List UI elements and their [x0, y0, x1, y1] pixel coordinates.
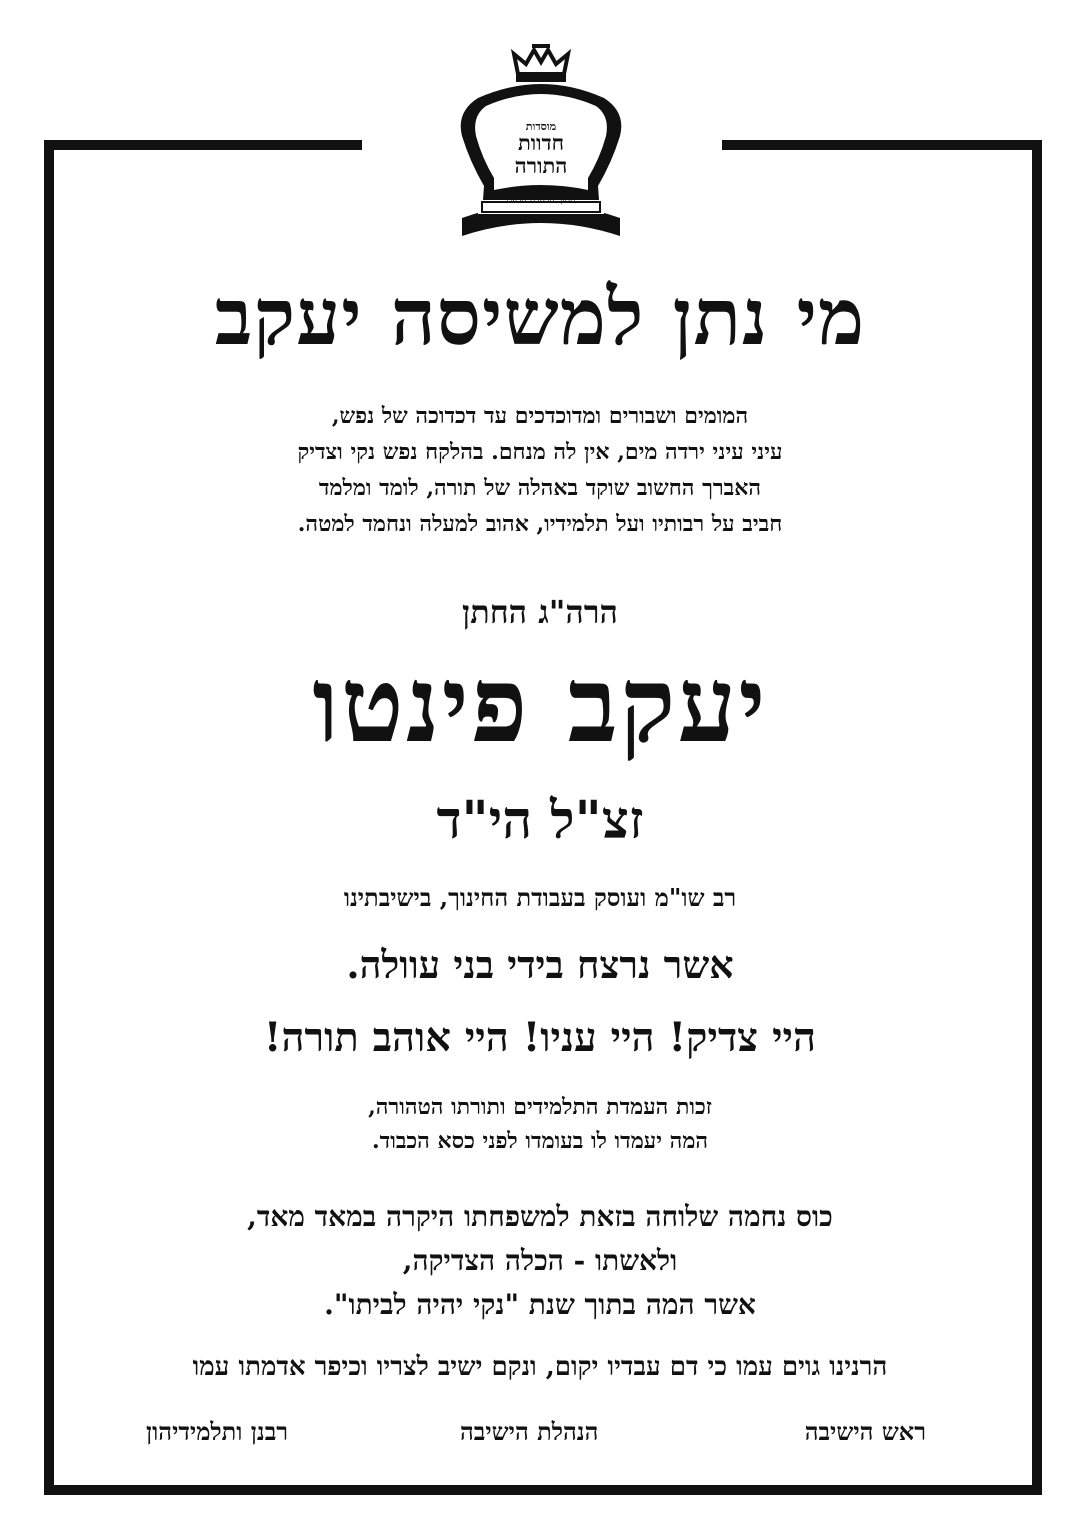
exclamation-line: היי צדיק! היי עניו! היי אוהב תורה!	[263, 1014, 817, 1061]
intro-line: האברך החשוב שוקד באהלה של תורה, לומד ומלמד	[318, 475, 762, 501]
signature-head-of-yeshiva: ראש הישיבה	[804, 1417, 926, 1446]
frame-left	[44, 140, 54, 1495]
signature-yeshiva-management: הנהלת הישיבה	[460, 1417, 599, 1446]
murdered-line: אשר נרצח בידי בני עוולה.	[346, 942, 734, 987]
headline: מי נתן למשיסה יעקב	[214, 272, 866, 363]
frame-right	[1032, 140, 1042, 1495]
title-prefix: הרה"ג החתן	[462, 593, 618, 631]
logo-tagline-line2: מתוך הרחבת הדעת	[506, 196, 576, 206]
signature-rabbis-and-students: רבנן ותלמידיהון	[146, 1417, 289, 1446]
intro-line: עיני עיני ירדה מים, אין לה מנחם. בהלקח נפש נקי וצדיק	[297, 439, 783, 465]
condolence-line: כוס נחמה שלוחה בזאת למשפחתו היקרה במאד מאד,	[247, 1200, 833, 1233]
logo-name-line1: חדוות	[517, 130, 565, 155]
intro-line: חביב על רבותיו ועל תלמידיו, אהוב למעלה ונחמד למטה.	[297, 511, 783, 537]
merit-line: המה יעמדו לו בעומדו לפני כסא הכבוד.	[371, 1128, 709, 1154]
intro-line: המומים ושבורים ומדוכדכים עד דכדוכה של נפש,	[331, 403, 749, 429]
logo-org-label: מוסדות	[525, 120, 557, 133]
condolence-line: ולאשתו - הכלה הצדיקה,	[402, 1244, 678, 1277]
logo-tagline-line1: תורה ומידות	[519, 185, 563, 195]
frame-top-right	[722, 140, 1042, 150]
condolence-line: אשר המה בתוך שנת "נקי יהיה לביתו".	[324, 1288, 756, 1321]
role-line: רב שו"מ ועוסק בעבודת החינוך, בישיבתינו	[343, 883, 737, 912]
merit-line: זכות העמדת התלמידים ותורתו הטהורה,	[368, 1094, 712, 1120]
closing-verse: הרנינו גוים עמו כי דם עבדיו יקום, ונקם ישיב לצריו וכיפר אדמתו עמו	[192, 1352, 888, 1382]
condolence-paragraph	[60, 1195, 1020, 1327]
frame-top-left	[44, 140, 362, 150]
logo-name-line2: התורה	[514, 153, 568, 178]
deceased-name: יעקב פינטו	[312, 643, 768, 766]
frame-bottom	[44, 1485, 1042, 1495]
crown-logo	[448, 40, 634, 240]
signatures	[60, 1410, 1020, 1454]
merit-paragraph	[60, 1090, 1020, 1158]
intro-paragraph	[60, 398, 1020, 542]
name-suffix: זצ"ל הי"ד	[436, 790, 644, 851]
